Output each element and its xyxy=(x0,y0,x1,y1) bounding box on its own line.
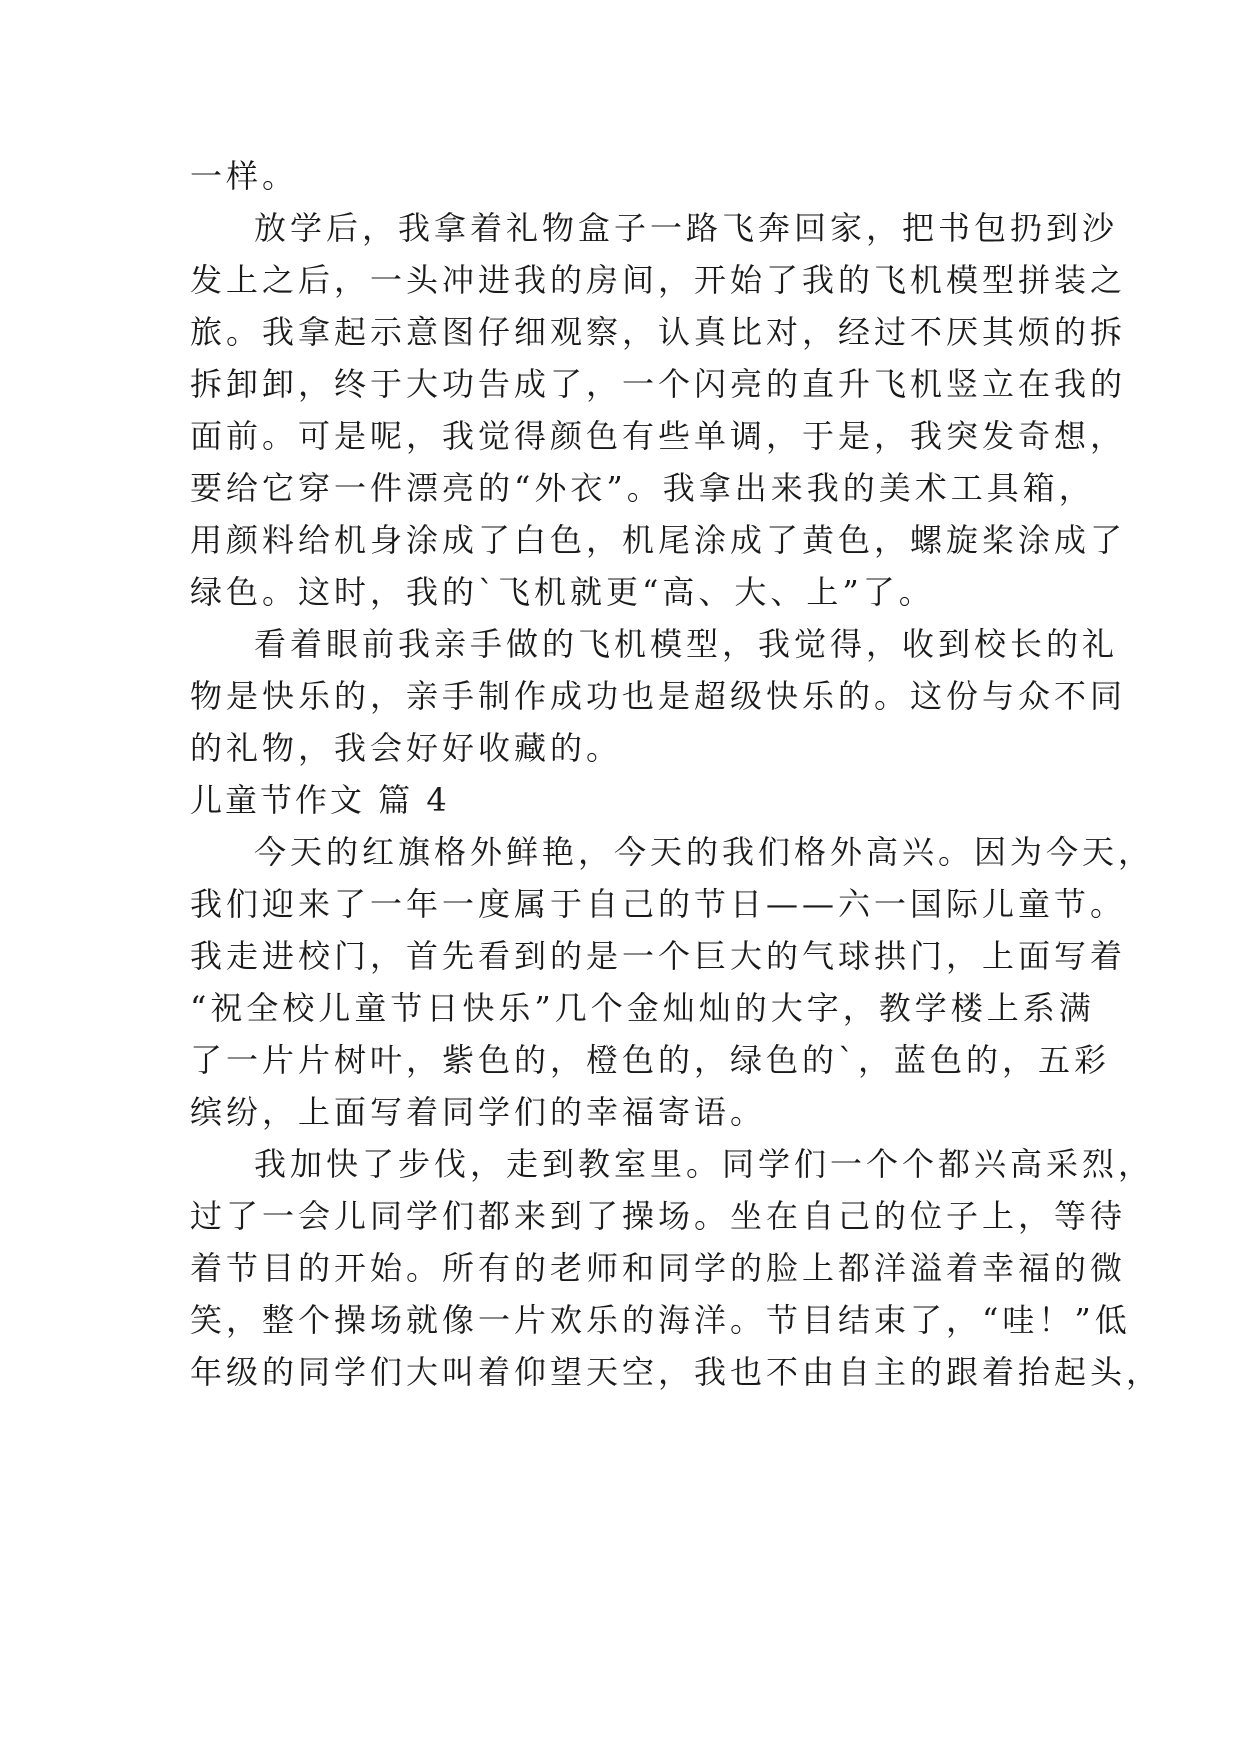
text-line: 笑，整个操场就像一片欢乐的海洋。节目结束了，“哇！”低 xyxy=(190,1301,1131,1339)
paragraph-start-line: 看着眼前我亲手做的飞机模型，我觉得，收到校长的礼 xyxy=(254,625,1119,663)
text-line: 着节目的开始。所有的老师和同学的脸上都洋溢着幸福的微 xyxy=(190,1249,1127,1287)
paragraph-start-line: 我加快了步伐，走到教室里。同学们一个个都兴高采烈， xyxy=(254,1145,1155,1183)
text-line: 旅。我拿起示意图仔细观察，认真比对，经过不厌其烦的拆 xyxy=(190,313,1127,351)
text-line: 发上之后，一头冲进我的房间，开始了我的飞机模型拼装之 xyxy=(190,261,1127,299)
text-line: 要给它穿一件漂亮的“外衣”。我拿出来我的美术工具箱， xyxy=(190,469,1095,507)
text-line: 物是快乐的，亲手制作成功也是超级快乐的。这份与众不同 xyxy=(190,677,1127,715)
text-line: 了一片片树叶，紫色的，橙色的，绿色的`，蓝色的，五彩 xyxy=(190,1041,1111,1079)
text-line: 缤纷，上面写着同学们的幸福寄语。 xyxy=(190,1093,767,1131)
text-line: 过了一会儿同学们都来到了操场。坐在自己的位子上，等待 xyxy=(190,1197,1127,1235)
text-line: “祝全校儿童节日快乐”几个金灿灿的大字，教学楼上系满 xyxy=(190,989,1095,1027)
text-line: 我们迎来了一年一度属于自己的节日——六一国际儿童节。 xyxy=(190,885,1127,923)
text-line: 拆卸卸，终于大功告成了，一个闪亮的直升飞机竖立在我的 xyxy=(190,365,1127,403)
text-line: 面前。可是呢，我觉得颜色有些单调，于是，我突发奇想， xyxy=(190,417,1127,455)
paragraph-start-line: 今天的红旗格外鲜艳，今天的我们格外高兴。因为今天， xyxy=(254,833,1155,871)
text-line: 我走进校门，首先看到的是一个巨大的气球拱门，上面写着 xyxy=(190,937,1127,975)
text-line: 的礼物，我会好好收藏的。 xyxy=(190,729,623,767)
text-line: 用颜料给机身涂成了白色，机尾涂成了黄色，螺旋桨涂成了 xyxy=(190,521,1127,559)
text-line: 年级的同学们大叫着仰望天空，我也不由自主的跟着抬起头， xyxy=(190,1353,1163,1391)
section-heading: 儿童节作文 篇 4 xyxy=(190,781,450,819)
text-line: 绿色。这时，我的`飞机就更“高、大、上”了。 xyxy=(190,573,935,611)
paragraph-start-line: 放学后，我拿着礼物盒子一路飞奔回家，把书包扔到沙 xyxy=(254,209,1119,247)
text-line: 一样。 xyxy=(190,157,299,195)
